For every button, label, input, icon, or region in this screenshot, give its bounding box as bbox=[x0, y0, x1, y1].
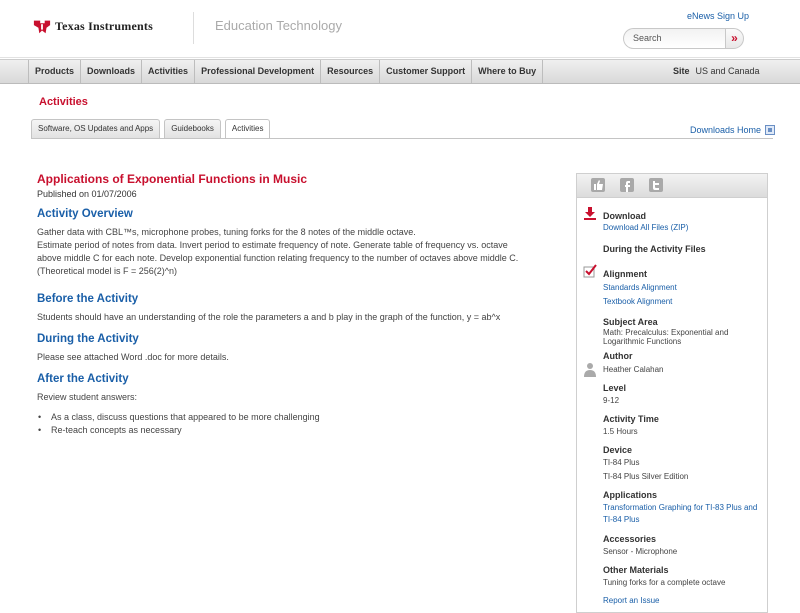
downloads-home-label: Downloads Home bbox=[690, 125, 762, 135]
device-value: TI-84 Plus Silver Edition bbox=[603, 472, 689, 481]
site-header bbox=[0, 0, 800, 58]
time-heading: Activity Time bbox=[603, 414, 659, 424]
transformation-graphing-link[interactable] bbox=[603, 502, 767, 526]
overview-text bbox=[37, 226, 557, 278]
tab-divider bbox=[31, 138, 773, 139]
overview-heading: Activity Overview bbox=[37, 208, 133, 220]
overview-line: (Theoretical model is F = 256(2)^n) bbox=[37, 266, 178, 276]
after-heading: After the Activity bbox=[37, 373, 129, 385]
subject-value: Math: Precalculus: Exponential and bbox=[603, 328, 729, 337]
page-title: Activities bbox=[39, 96, 88, 108]
published-date: Published on 01/07/2006 bbox=[37, 189, 137, 199]
before-heading: Before the Activity bbox=[37, 293, 139, 305]
overview-line: Gather data with CBL™s, microphone probes, tuning forks for the 8 notes of the middle octave. bbox=[37, 227, 416, 237]
nav-item-resources[interactable]: Resources bbox=[321, 60, 380, 83]
tab-guidebooks[interactable]: Guidebooks bbox=[164, 119, 221, 138]
thumbs-up-icon[interactable] bbox=[591, 178, 605, 192]
during-text: Please see attached Word .doc for more details. bbox=[37, 352, 229, 362]
device-value: TI-84 Plus bbox=[603, 458, 640, 467]
after-text: Review student answers: bbox=[37, 392, 138, 402]
tab-activities[interactable]: Activities bbox=[225, 119, 271, 139]
tab-bar bbox=[31, 119, 274, 139]
report-issue-link[interactable]: Report an Issue bbox=[603, 596, 660, 605]
overview-line: above middle C for each note. Develop exponential function relating frequency to the number of octaves above middle C. bbox=[37, 253, 519, 263]
twitter-icon[interactable] bbox=[649, 178, 663, 192]
applications-heading: Applications bbox=[603, 490, 658, 500]
site-selector[interactable] bbox=[673, 60, 760, 83]
list-item: • As a class, discuss questions that appeared to be more challenging bbox=[37, 411, 557, 424]
textbook-alignment-link[interactable]: Textbook Alignment bbox=[603, 297, 673, 306]
activity-sidebar bbox=[576, 173, 768, 613]
download-icon bbox=[583, 206, 597, 220]
section-name[interactable]: Education Technology bbox=[215, 18, 342, 33]
header-divider bbox=[193, 12, 194, 44]
site-label: Site bbox=[673, 66, 690, 76]
nav-item-downloads[interactable]: Downloads bbox=[81, 60, 142, 83]
subject-heading: Subject Area bbox=[603, 317, 658, 327]
author-value: Heather Calahan bbox=[603, 365, 664, 374]
nav-item-professional-development[interactable]: Professional Development bbox=[195, 60, 321, 83]
download-heading: Download bbox=[603, 211, 646, 221]
downloads-home-link[interactable] bbox=[690, 125, 775, 135]
author-heading: Author bbox=[603, 351, 633, 361]
activity-title: Applications of Exponential Functions in Music bbox=[37, 172, 308, 186]
activity-content bbox=[37, 172, 557, 437]
materials-heading: Other Materials bbox=[603, 565, 669, 575]
level-heading: Level bbox=[603, 383, 627, 393]
list-item: • Re-teach concepts as necessary bbox=[37, 424, 557, 437]
app-link-line: TI-84 Plus bbox=[603, 515, 640, 524]
nav-item-where-to-buy[interactable]: Where to Buy bbox=[472, 60, 543, 83]
nav-item-activities[interactable]: Activities bbox=[142, 60, 195, 83]
download-all-link[interactable]: Download All Files (ZIP) bbox=[603, 223, 689, 232]
home-icon bbox=[765, 125, 775, 135]
search-input[interactable]: Search bbox=[623, 28, 725, 49]
accessories-heading: Accessories bbox=[603, 534, 657, 544]
ti-logo[interactable] bbox=[33, 17, 153, 35]
overview-line: Estimate period of notes from data. Invert period to estimate frequency of note. Generate table of frequency vs. octave bbox=[37, 240, 508, 250]
logo-text: Texas Instruments bbox=[55, 18, 153, 33]
enews-signup-link[interactable]: eNews Sign Up bbox=[687, 11, 750, 21]
nav-item-products[interactable]: Products bbox=[28, 60, 81, 83]
main-nav bbox=[0, 59, 800, 84]
time-value: 1.5 Hours bbox=[603, 427, 638, 436]
standards-alignment-link[interactable]: Standards Alignment bbox=[603, 283, 677, 292]
during-heading: During the Activity bbox=[37, 333, 139, 345]
during-files-heading: During the Activity Files bbox=[603, 244, 706, 254]
facebook-icon[interactable] bbox=[620, 178, 634, 192]
sidebar-details bbox=[603, 210, 767, 607]
alignment-heading: Alignment bbox=[603, 269, 647, 279]
materials-value: Tuning forks for a complete octave bbox=[603, 578, 726, 587]
tab-software-updates[interactable]: Software, OS Updates and Apps bbox=[31, 119, 160, 138]
search-button[interactable]: » bbox=[725, 28, 744, 49]
author-icon bbox=[583, 362, 597, 378]
site-value: US and Canada bbox=[695, 66, 760, 76]
nav-item-customer-support[interactable]: Customer Support bbox=[380, 60, 472, 83]
app-link-line: Transformation Graphing for TI-83 Plus and bbox=[603, 503, 758, 512]
before-text: Students should have an understanding of the role the parameters a and b play in the graph of the function, y = ab^x bbox=[37, 312, 501, 322]
after-bullets bbox=[37, 411, 557, 437]
level-value: 9-12 bbox=[603, 396, 620, 405]
accessories-value: Sensor - Microphone bbox=[603, 547, 678, 556]
share-bar bbox=[577, 174, 767, 198]
ti-logo-icon bbox=[33, 17, 51, 35]
subject-value: Logarithmic Functions bbox=[603, 337, 682, 346]
nav-items bbox=[28, 60, 543, 83]
checkbox-icon bbox=[583, 264, 597, 278]
device-heading: Device bbox=[603, 445, 633, 455]
